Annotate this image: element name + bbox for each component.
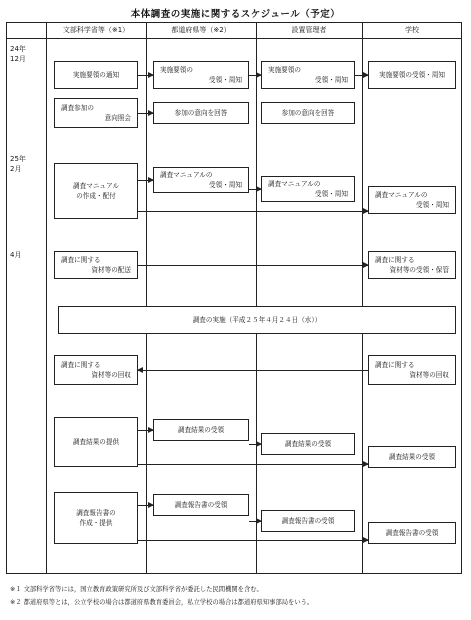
step-text: 受領・周知 [209, 76, 242, 84]
column-header-mext: 文部科学省等（※1） [62, 26, 130, 34]
flow-arrow [249, 189, 261, 190]
step-text: の作成・配付 [76, 192, 116, 200]
step-text: 意向照会 [104, 114, 131, 122]
column-header-administrator: 設置管理者 [291, 26, 327, 34]
step-guideline-receipt-school [368, 61, 456, 89]
step-text: 資材等の配送 [91, 266, 131, 274]
flow-arrow [249, 444, 261, 445]
step-report-creation [54, 492, 138, 544]
step-text: 調査結果の受領 [284, 440, 332, 448]
step-report-receipt-prefecture [153, 494, 249, 516]
step-report-receipt-administrator [261, 510, 355, 532]
step-text: 受領・周知 [209, 181, 242, 189]
flow-arrow [138, 265, 368, 266]
date-month: 4月 [10, 251, 22, 259]
step-materials-receipt-school [368, 251, 456, 279]
step-text: 参加の意向を回答 [281, 109, 335, 117]
step-text: 調査マニュアルの [375, 191, 428, 199]
flow-arrow [138, 211, 368, 212]
step-participation-reply-prefecture [153, 102, 249, 124]
step-participation-reply-administrator [261, 102, 355, 124]
step-results-receipt-school [368, 446, 456, 468]
flow-arrow [138, 540, 368, 541]
step-manual-receipt-prefecture [153, 167, 249, 193]
column-header-school: 学校 [405, 26, 419, 34]
step-materials-delivery [54, 251, 138, 279]
step-text: 実施要領の [268, 66, 301, 74]
step-manual-creation [54, 163, 138, 219]
footnote-2: ※２ 都道府県等とは，公立学校の場合は都道府県教育委員会，私立学校の場合は都道府県知事部局をいう。 [10, 599, 314, 606]
step-text: 調査に関する [375, 361, 415, 369]
flow-arrow [138, 75, 153, 76]
step-text: 受領・周知 [315, 76, 348, 84]
step-text: 調査報告書の受領 [281, 517, 335, 525]
date-label-dec-2012 [10, 44, 26, 64]
date-label-feb-2013 [10, 154, 26, 174]
step-text: 調査参加の [61, 104, 94, 112]
step-text: 資材等の回収 [91, 371, 131, 379]
flow-arrow [249, 521, 261, 522]
flow-arrow [355, 75, 368, 76]
flow-arrow [138, 180, 153, 181]
step-results-receipt-prefecture [153, 419, 249, 441]
step-text: 調査に関する [375, 256, 415, 264]
step-text: 調査マニュアルの [268, 180, 321, 188]
column-divider [146, 22, 147, 574]
flow-arrow-return [138, 370, 368, 371]
step-text: 受領・周知 [416, 201, 449, 209]
step-text: 作成・提供 [79, 519, 113, 527]
flow-arrow [138, 505, 153, 506]
step-guideline-receipt-administrator [261, 61, 355, 89]
step-guideline-receipt-prefecture [153, 61, 249, 89]
step-text: 調査報告書の [76, 509, 116, 517]
step-report-receipt-school [368, 522, 456, 544]
step-text: 調査マニュアル [73, 182, 119, 190]
footnote-1: ※１ 文部科学省等には，国立教育政策研究所及び文部科学省が委託した民間機関を含む。 [10, 586, 263, 593]
step-results-receipt-administrator [261, 433, 355, 455]
step-survey-execution [58, 306, 456, 334]
step-text: 資材等の受領・保管 [389, 266, 449, 274]
date-month: 12月 [10, 55, 26, 63]
step-text: 調査に関する [61, 256, 101, 264]
step-guideline-notice [54, 61, 138, 89]
date-label-apr-2013 [10, 250, 21, 260]
step-text: 資材等の回収 [409, 371, 449, 379]
step-text: 調査結果の受領 [177, 426, 225, 434]
step-participation-inquiry [54, 98, 138, 128]
date-year: 24年 [10, 45, 26, 53]
step-text: 参加の意向を回答 [174, 109, 228, 117]
step-text: 調査の実施（平成２５年４月２４日（水）） [192, 316, 322, 324]
step-results-provision [54, 417, 138, 467]
flow-arrow [138, 113, 153, 114]
step-manual-receipt-school [368, 186, 456, 214]
step-text: 調査報告書の受領 [174, 501, 228, 509]
step-text: 調査結果の提供 [72, 438, 120, 446]
flow-arrow [138, 430, 153, 431]
step-text: 調査報告書の受領 [385, 529, 439, 537]
column-divider [256, 22, 257, 574]
step-text: 調査に関する [61, 361, 101, 369]
step-text: 調査結果の受領 [388, 453, 436, 461]
step-text: 調査マニュアルの [160, 171, 213, 179]
step-materials-collection-mext [54, 355, 138, 385]
flow-arrow [249, 75, 261, 76]
step-manual-receipt-administrator [261, 176, 355, 202]
date-month: 2月 [10, 165, 22, 173]
column-divider [362, 22, 363, 574]
column-divider [46, 22, 47, 574]
step-text: 実施要領の通知 [72, 71, 120, 79]
flow-arrow [138, 464, 368, 465]
step-text: 実施要領の [160, 66, 193, 74]
header-divider [6, 38, 462, 39]
date-year: 25年 [10, 155, 26, 163]
column-header-prefecture: 都道府県等（※2） [171, 26, 231, 34]
step-materials-collection-school [368, 355, 456, 385]
page-title: 本体調査の実施に関するスケジュール（予定） [130, 9, 341, 20]
step-text: 実施要領の受領・周知 [379, 71, 445, 79]
step-text: 受領・周知 [315, 190, 348, 198]
